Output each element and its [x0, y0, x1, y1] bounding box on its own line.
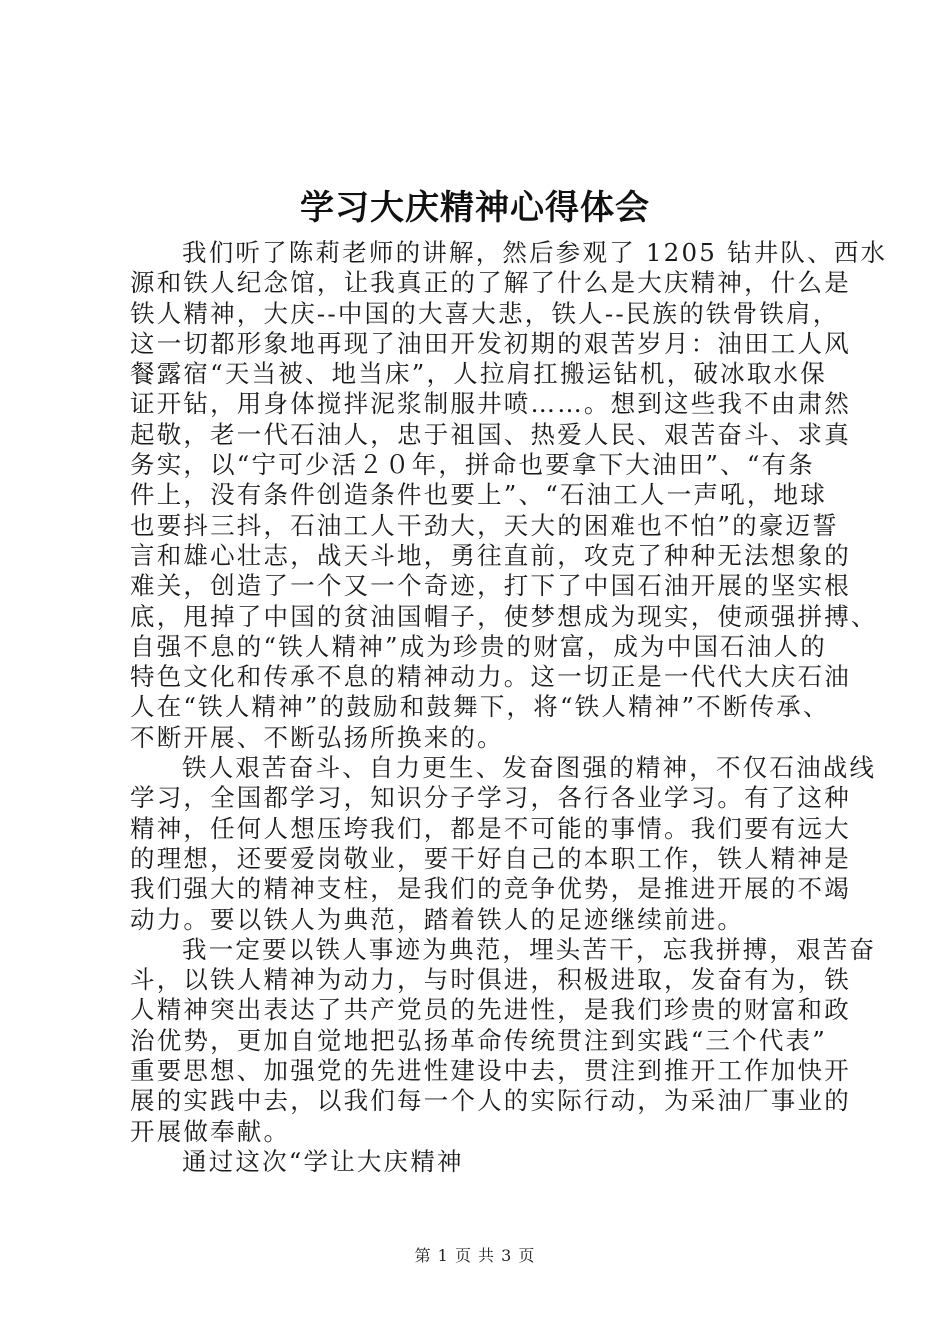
text-line: 人精神突出表达了共产党员的先进性，是我们珍贵的财富和政 [130, 995, 851, 1025]
text-line: 动力。要以铁人为典范，踏着铁人的足迹继续前进。 [130, 904, 745, 934]
text-line: 不断开展、不断弘扬所换来的。 [130, 722, 504, 752]
text-line: 精神，任何人想压垮我们，都是不可能的事情。我们要有远大 [130, 813, 851, 843]
text-line: 特色文化和传承不息的精神动力。这一切正是一代代大庆石油 [130, 662, 851, 692]
text-line: 的理想，还要爱岗敬业，要干好自己的本职工作，铁人精神是 [130, 843, 851, 873]
page-indicator: 第 1 页 共 3 页 [414, 1246, 536, 1265]
text-line: 餐露宿“天当被、地当床”，人拉肩扛搬运钻机，破冰取水保 [130, 359, 827, 389]
text-line: 底，甩掉了中国的贫油国帽子，使梦想成为现实，使顽强拼搏、 [130, 601, 878, 631]
text-line: 言和雄心壮志，战天斗地，勇往直前，攻克了种种无法想象的 [130, 540, 851, 570]
text-line: 这一切都形象地再现了油田开发初期的艰苦岁月：油田工人风 [130, 328, 851, 358]
text-line: 人在“铁人精神”的鼓励和鼓舞下，将“铁人精神”不断传承、 [130, 692, 830, 722]
text-line: 开展做奉献。 [130, 1116, 291, 1146]
text-line: 难关，创造了一个又一个奇迹，打下了中国石油开展的坚实根 [130, 571, 851, 601]
text-line: 学习，全国都学习，知识分子学习，各行各业学习。有了这种 [130, 783, 851, 813]
text-line: 源和铁人纪念馆，让我真正的了解了什么是大庆精神，什么是 [130, 268, 851, 298]
document-title: 学习大庆精神心得体会 [300, 188, 650, 228]
paragraph-first-line: 铁人艰苦奋斗、自力更生、发奋图强的精神，不仅石油战线 [182, 753, 877, 783]
text-line: 重要思想、加强党的先进性建设中去，贯注到推开工作加快开 [130, 1056, 851, 1086]
paragraph-first-line: 我一定要以铁人事迹为典范，埋头苦干，忘我拼搏，艰苦奋 [182, 934, 877, 964]
text-line: 也要抖三抖，石油工人干劲大，天大的困难也不怕”的豪迈誓 [130, 510, 839, 540]
text-line: 自强不息的“铁人精神”成为珍贵的财富，成为中国石油人的 [130, 631, 827, 661]
text-line: 证开钻，用身体搅拌泥浆制服井喷……。想到这些我不由肃然 [130, 389, 851, 419]
text-line: 治优势，更加自觉地把弘扬革命传统贯注到实践“三个代表” [130, 1025, 827, 1055]
text-line: 务实，以“宁可少活２０年，拼命也要拿下大油田”、“有条 [130, 450, 815, 480]
paragraph-first-line: 通过这次“学让大庆精神 [182, 1146, 464, 1176]
text-line: 件上，没有条件创造条件也要上”、“石油工人一声吼，地球 [130, 480, 827, 510]
document-body [130, 238, 888, 1177]
text-line: 铁人精神，大庆--中国的大喜大悲，铁人--民族的铁骨铁肩， [130, 298, 840, 328]
text-line: 展的实践中去，以我们每一个人的实际行动，为采油厂事业的 [130, 1086, 851, 1116]
text-line: 我们强大的精神支柱，是我们的竞争优势，是推进开展的不竭 [130, 874, 851, 904]
text-line: 起敬，老一代石油人，忠于祖国、热爱人民、艰苦奋斗、求真 [130, 419, 851, 449]
paragraph-first-line: 我们听了陈莉老师的讲解，然后参观了 1205 钻井队、西水 [182, 238, 888, 267]
text-line: 斗，以铁人精神为动力，与时俱进，积极进取，发奋有为，铁 [130, 965, 851, 995]
